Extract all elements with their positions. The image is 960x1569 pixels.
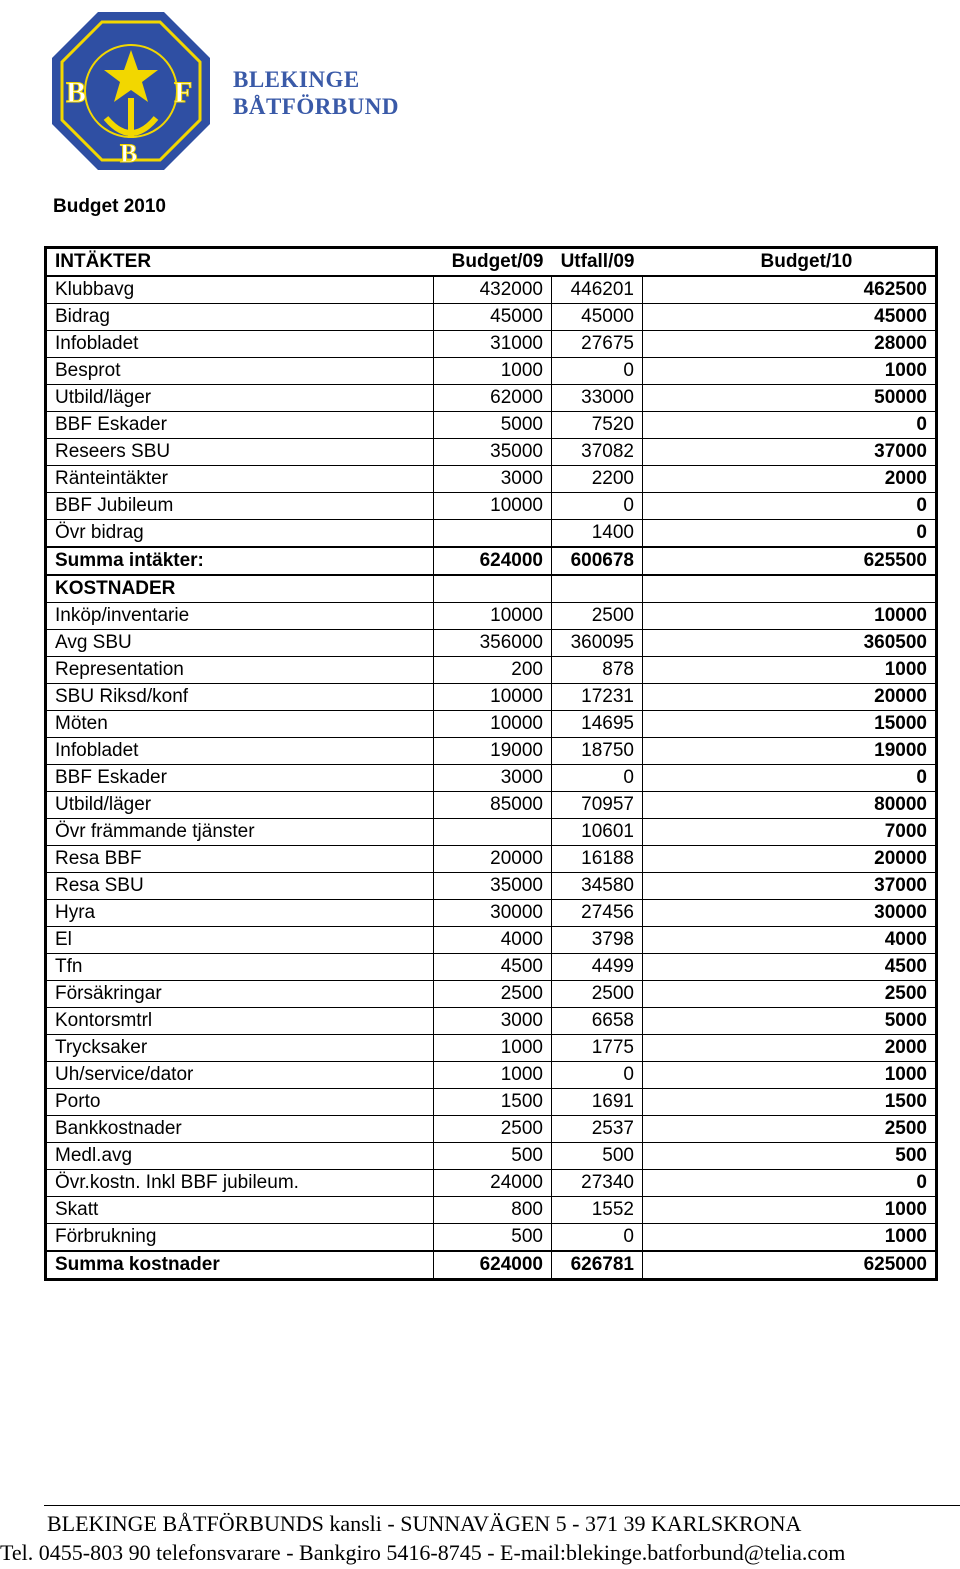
income-row <box>46 412 937 439</box>
budget-10-cell: 5000 <box>643 1008 937 1035</box>
income-section-heading: INTÄKTER <box>46 248 434 277</box>
income-row <box>46 439 937 466</box>
row-label: Övr främmande tjänster <box>46 819 434 846</box>
utfall-09-cell: 70957 <box>552 792 643 819</box>
budget-09-cell: 20000 <box>434 846 552 873</box>
utfall-09-cell: 27456 <box>552 900 643 927</box>
income-row <box>46 358 937 385</box>
budget-09-cell: 624000 <box>434 547 552 575</box>
utfall-09-cell: 33000 <box>552 385 643 412</box>
budget-09-cell: 10000 <box>434 711 552 738</box>
budget-10-cell: 500 <box>643 1143 937 1170</box>
income-row <box>46 493 937 520</box>
income-row <box>46 466 937 493</box>
row-label: Övr bidrag <box>46 520 434 548</box>
utfall-09-cell: 17231 <box>552 684 643 711</box>
budget-09-cell: 500 <box>434 1143 552 1170</box>
row-label: Förbrukning <box>46 1224 434 1252</box>
budget-10-cell: 20000 <box>643 846 937 873</box>
svg-text:B: B <box>120 139 138 168</box>
cost-row <box>46 846 937 873</box>
utfall-09-cell: 27340 <box>552 1170 643 1197</box>
utfall-09-cell: 626781 <box>552 1251 643 1280</box>
cost-section-row <box>46 575 937 603</box>
empty-cell <box>552 575 643 603</box>
budget-10-cell: 28000 <box>643 331 937 358</box>
utfall-09-cell: 0 <box>552 358 643 385</box>
svg-text:B: B <box>66 76 87 109</box>
budget-10-cell: 0 <box>643 1170 937 1197</box>
row-label: Resa BBF <box>46 846 434 873</box>
budget-10-cell: 1000 <box>643 1197 937 1224</box>
budget-09-cell: 432000 <box>434 276 552 304</box>
row-label: Summa intäkter: <box>46 547 434 575</box>
utfall-09-cell: 1400 <box>552 520 643 548</box>
budget-10-cell: 2000 <box>643 466 937 493</box>
org-name-line2: BÅTFÖRBUND <box>233 94 400 119</box>
row-label: BBF Eskader <box>46 412 434 439</box>
budget-09-cell: 1000 <box>434 1035 552 1062</box>
budget-10-cell: 10000 <box>643 603 937 630</box>
cost-row <box>46 657 937 684</box>
cost-row <box>46 711 937 738</box>
utfall-09-cell: 16188 <box>552 846 643 873</box>
utfall-09-cell: 2537 <box>552 1116 643 1143</box>
budget-10-cell: 0 <box>643 412 937 439</box>
budget-09-cell: 200 <box>434 657 552 684</box>
cost-row <box>46 738 937 765</box>
budget-09-cell: 3000 <box>434 1008 552 1035</box>
budget-09-cell: 35000 <box>434 873 552 900</box>
budget-09-cell: 35000 <box>434 439 552 466</box>
budget-10-cell: 2500 <box>643 981 937 1008</box>
budget-10-cell: 30000 <box>643 900 937 927</box>
utfall-09-cell: 2500 <box>552 981 643 1008</box>
utfall-09-cell: 7520 <box>552 412 643 439</box>
budget-10-cell: 50000 <box>643 385 937 412</box>
utfall-09-cell: 2200 <box>552 466 643 493</box>
budget-10-cell: 1000 <box>643 358 937 385</box>
footer-divider <box>44 1505 960 1506</box>
utfall-09-header: Utfall/09 <box>552 248 643 277</box>
utfall-09-cell: 600678 <box>552 547 643 575</box>
cost-row <box>46 765 937 792</box>
logo-emblem-icon <box>50 10 212 172</box>
cost-row <box>46 954 937 981</box>
row-label: Besprot <box>46 358 434 385</box>
budget-09-cell: 31000 <box>434 331 552 358</box>
budget-10-cell: 360500 <box>643 630 937 657</box>
budget-10-cell: 0 <box>643 765 937 792</box>
budget-09-cell: 500 <box>434 1224 552 1252</box>
page-title: Budget 2010 <box>53 196 166 217</box>
table-header-row <box>46 248 937 277</box>
utfall-09-cell: 1691 <box>552 1089 643 1116</box>
row-label: Skatt <box>46 1197 434 1224</box>
utfall-09-cell: 18750 <box>552 738 643 765</box>
utfall-09-cell: 3798 <box>552 927 643 954</box>
row-label: Uh/service/dator <box>46 1062 434 1089</box>
budget-10-cell: 7000 <box>643 819 937 846</box>
row-label: Reseers SBU <box>46 439 434 466</box>
row-label: Tfn <box>46 954 434 981</box>
row-label: Trycksaker <box>46 1035 434 1062</box>
budget-10-cell: 2000 <box>643 1035 937 1062</box>
row-label: BBF Eskader <box>46 765 434 792</box>
budget-10-header: Budget/10 <box>761 248 937 277</box>
row-label: Porto <box>46 1089 434 1116</box>
row-label: Klubbavg <box>46 276 434 304</box>
cost-row <box>46 1008 937 1035</box>
budget-10-cell: 2500 <box>643 1116 937 1143</box>
row-label: Infobladet <box>46 331 434 358</box>
cost-row <box>46 1197 937 1224</box>
row-label: Avg SBU <box>46 630 434 657</box>
cost-row <box>46 1116 937 1143</box>
utfall-09-cell: 37082 <box>552 439 643 466</box>
row-label: Inköp/inventarie <box>46 603 434 630</box>
cost-row <box>46 819 937 846</box>
budget-09-cell: 5000 <box>434 412 552 439</box>
budget-09-header: Budget/09 <box>434 248 552 277</box>
budget-10-cell: 462500 <box>643 276 937 304</box>
budget-09-cell: 356000 <box>434 630 552 657</box>
budget-09-cell: 1000 <box>434 358 552 385</box>
budget-09-cell <box>434 520 552 548</box>
utfall-09-cell: 878 <box>552 657 643 684</box>
row-label: Övr.kostn. Inkl BBF jubileum. <box>46 1170 434 1197</box>
budget-10-cell: 80000 <box>643 792 937 819</box>
income-row <box>46 276 937 304</box>
budget-10-cell: 1000 <box>643 1062 937 1089</box>
footer-contact: Tel. 0455-803 90 telefonsvarare - Bankgiro 5416-8745 - E-mail:blekinge.batforbund@telia.com <box>0 1540 846 1565</box>
cost-row <box>46 981 937 1008</box>
budget-09-cell: 24000 <box>434 1170 552 1197</box>
row-label: Utbild/läger <box>46 792 434 819</box>
budget-10-cell: 37000 <box>643 439 937 466</box>
budget-10-cell: 20000 <box>643 684 937 711</box>
org-name <box>233 66 399 120</box>
cost-row <box>46 630 937 657</box>
utfall-09-cell: 4499 <box>552 954 643 981</box>
cost-row <box>46 792 937 819</box>
row-label: Försäkringar <box>46 981 434 1008</box>
budget-10-cell: 1000 <box>643 1224 937 1252</box>
row-label: Ränteintäkter <box>46 466 434 493</box>
budget-09-cell: 2500 <box>434 1116 552 1143</box>
cost-row <box>46 927 937 954</box>
budget-10-cell: 15000 <box>643 711 937 738</box>
utfall-09-cell: 6658 <box>552 1008 643 1035</box>
row-label: Representation <box>46 657 434 684</box>
budget-10-cell: 1500 <box>643 1089 937 1116</box>
cost-row <box>46 1224 937 1252</box>
budget-10-cell: 0 <box>643 520 937 548</box>
utfall-09-cell: 0 <box>552 1224 643 1252</box>
row-label: Medl.avg <box>46 1143 434 1170</box>
budget-09-cell: 1000 <box>434 1062 552 1089</box>
budget-09-cell: 4000 <box>434 927 552 954</box>
row-label: SBU Riksd/konf <box>46 684 434 711</box>
footer-address: BLEKINGE BÅTFÖRBUNDS kansli - SUNNAVÄGEN 5 - 371 39 KARLSKRONA <box>47 1511 802 1536</box>
utfall-09-cell: 446201 <box>552 276 643 304</box>
utfall-09-cell: 0 <box>552 765 643 792</box>
cost-row <box>46 603 937 630</box>
cost-section-heading: KOSTNADER <box>46 575 434 603</box>
income-row <box>46 331 937 358</box>
row-label: Hyra <box>46 900 434 927</box>
cost-row <box>46 900 937 927</box>
utfall-09-cell: 27675 <box>552 331 643 358</box>
income-row <box>46 385 937 412</box>
budget-10-cell: 37000 <box>643 873 937 900</box>
cost-row <box>46 873 937 900</box>
row-label: Summa kostnader <box>46 1251 434 1280</box>
budget-10-cell: 19000 <box>643 738 937 765</box>
budget-10-cell: 625000 <box>643 1251 937 1280</box>
row-label: Utbild/läger <box>46 385 434 412</box>
income-row <box>46 304 937 331</box>
budget-09-cell: 800 <box>434 1197 552 1224</box>
budget-09-cell: 624000 <box>434 1251 552 1280</box>
cost-row <box>46 1089 937 1116</box>
budget-09-cell <box>434 819 552 846</box>
empty-cell <box>643 575 937 603</box>
budget-09-cell: 10000 <box>434 684 552 711</box>
row-label: Infobladet <box>46 738 434 765</box>
budget-09-cell: 2500 <box>434 981 552 1008</box>
utfall-09-cell: 0 <box>552 493 643 520</box>
budget-10-cell: 4500 <box>643 954 937 981</box>
utfall-09-cell: 360095 <box>552 630 643 657</box>
row-label: Möten <box>46 711 434 738</box>
org-name-line1: BLEKINGE <box>233 67 360 92</box>
row-label: Bidrag <box>46 304 434 331</box>
cost-row <box>46 684 937 711</box>
budget-09-cell: 4500 <box>434 954 552 981</box>
budget-09-cell: 3000 <box>434 765 552 792</box>
row-label: El <box>46 927 434 954</box>
utfall-09-cell: 0 <box>552 1062 643 1089</box>
budget-09-cell: 85000 <box>434 792 552 819</box>
utfall-09-cell: 1552 <box>552 1197 643 1224</box>
svg-text:F: F <box>174 76 193 109</box>
utfall-09-cell: 14695 <box>552 711 643 738</box>
utfall-09-cell: 45000 <box>552 304 643 331</box>
budget-10-cell: 625500 <box>643 547 937 575</box>
utfall-09-cell: 10601 <box>552 819 643 846</box>
budget-10-cell: 4000 <box>643 927 937 954</box>
budget-09-cell: 19000 <box>434 738 552 765</box>
row-label: Resa SBU <box>46 873 434 900</box>
utfall-09-cell: 34580 <box>552 873 643 900</box>
budget-09-cell: 45000 <box>434 304 552 331</box>
cost-row <box>46 1170 937 1197</box>
budget-10-cell: 45000 <box>643 304 937 331</box>
cost-row <box>46 1143 937 1170</box>
budget-09-cell: 62000 <box>434 385 552 412</box>
budget-table <box>44 246 938 1281</box>
cost-row <box>46 1062 937 1089</box>
cost-sum-row <box>46 1251 937 1280</box>
utfall-09-cell: 2500 <box>552 603 643 630</box>
empty-cell <box>434 575 552 603</box>
org-logo <box>50 10 212 172</box>
budget-09-cell: 30000 <box>434 900 552 927</box>
row-label: Kontorsmtrl <box>46 1008 434 1035</box>
row-label: Bankkostnader <box>46 1116 434 1143</box>
budget-10-cell: 1000 <box>643 657 937 684</box>
budget-09-cell: 3000 <box>434 466 552 493</box>
budget-10-cell: 0 <box>643 493 937 520</box>
utfall-09-cell: 500 <box>552 1143 643 1170</box>
row-label: BBF Jubileum <box>46 493 434 520</box>
utfall-09-cell: 1775 <box>552 1035 643 1062</box>
cost-row <box>46 1035 937 1062</box>
budget-09-cell: 10000 <box>434 493 552 520</box>
income-sum-row <box>46 547 937 575</box>
income-row <box>46 520 937 548</box>
budget-09-cell: 10000 <box>434 603 552 630</box>
header-spacer <box>643 248 761 277</box>
budget-09-cell: 1500 <box>434 1089 552 1116</box>
